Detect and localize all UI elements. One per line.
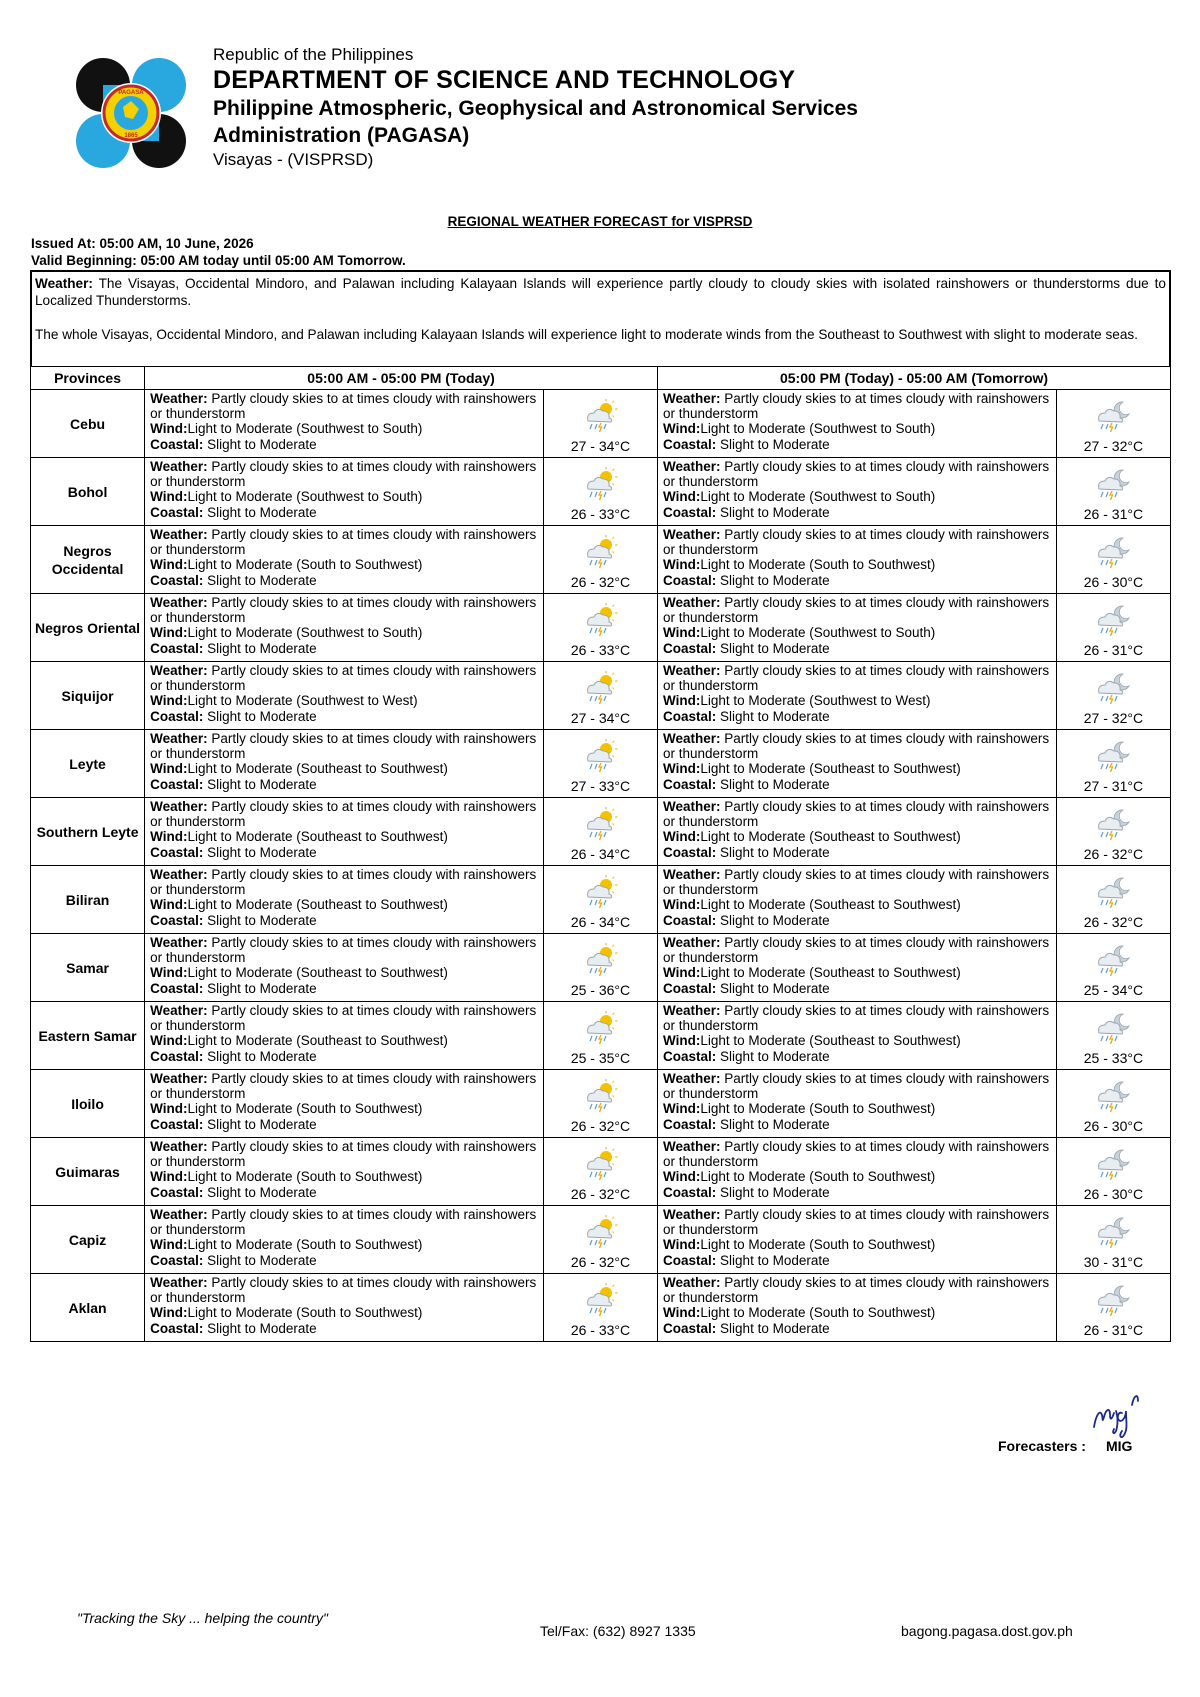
tonight-forecast-text xyxy=(658,866,1057,934)
tonight-temperature: 26 - 30°C xyxy=(1083,1186,1144,1202)
province-name: Biliran xyxy=(31,866,145,934)
wind-line: Wind:Light to Moderate (South to Southwest) xyxy=(150,557,423,573)
division-name: Visayas - (VISPRSD) xyxy=(213,150,374,169)
weather-line: Weather: Partly cloudy skies to at times cloudy with rainshowers or thunderstorm xyxy=(150,1003,537,1034)
weather-line: Weather: Partly cloudy skies to at times cloudy with rainshowers or thunderstorm xyxy=(150,935,537,966)
tonight-temp-cell xyxy=(1056,594,1170,662)
tonight-temp-cell xyxy=(1056,458,1170,526)
wind-line: Wind:Light to Moderate (South to Southwest) xyxy=(663,1305,936,1321)
today-forecast-text xyxy=(145,1138,544,1206)
coastal-line: Coastal: Slight to Moderate xyxy=(663,572,830,588)
table-row xyxy=(31,594,1171,662)
weather-line: Weather: Partly cloudy skies to at times cloudy with rainshowers or thunderstorm xyxy=(663,663,1050,694)
partly-cloudy-rain-thunder-icon xyxy=(580,671,620,705)
coastal-line: Coastal: Slight to Moderate xyxy=(663,1320,830,1336)
issue-info xyxy=(31,235,406,269)
agency-name-line1: Philippine Atmospheric, Geophysical and Astronomical Services xyxy=(213,97,858,120)
tonight-temperature: 27 - 32°C xyxy=(1083,710,1144,726)
province-name: Samar xyxy=(31,934,145,1002)
wind-line: Wind:Light to Moderate (South to Southwest) xyxy=(663,1237,936,1253)
weather-summary-text: Weather: The Visayas, Occidental Mindoro, and Palawan including Kalayaan Islands will experience partly cloudy to cloudy skies with isolated rainshowers or thunderstorms due to Localized Thunderstorms. xyxy=(35,276,1166,308)
coastal-line: Coastal: Slight to Moderate xyxy=(663,436,830,452)
today-forecast-text xyxy=(145,1206,544,1274)
tonight-forecast-text xyxy=(658,390,1057,458)
tonight-temp-cell xyxy=(1056,798,1170,866)
partly-cloudy-rain-thunder-icon xyxy=(580,1079,620,1113)
province-name: Capiz xyxy=(31,1206,145,1274)
wind-line: Wind:Light to Moderate (Southeast to Southwest) xyxy=(663,829,961,845)
table-row xyxy=(31,390,1171,458)
tonight-temp-cell xyxy=(1056,1206,1170,1274)
wind-line: Wind:Light to Moderate (Southwest to South) xyxy=(663,625,936,641)
today-forecast-text xyxy=(145,526,544,594)
table-row xyxy=(31,526,1171,594)
partly-cloudy-rain-thunder-icon xyxy=(580,1283,620,1317)
night-cloudy-rain-thunder-icon xyxy=(1093,467,1133,501)
partly-cloudy-rain-thunder-icon xyxy=(580,875,620,909)
weather-line: Weather: Partly cloudy skies to at times cloudy with rainshowers or thunderstorm xyxy=(663,799,1050,830)
weather-line: Weather: Partly cloudy skies to at times cloudy with rainshowers or thunderstorm xyxy=(663,1003,1050,1034)
coastal-line: Coastal: Slight to Moderate xyxy=(663,1252,830,1268)
partly-cloudy-rain-thunder-icon xyxy=(580,943,620,977)
tonight-temperature: 25 - 33°C xyxy=(1083,1050,1144,1066)
today-temperature: 26 - 32°C xyxy=(570,1186,631,1202)
weather-line: Weather: Partly cloudy skies to at times cloudy with rainshowers or thunderstorm xyxy=(150,527,537,558)
tonight-temperature: 26 - 32°C xyxy=(1083,846,1144,862)
weather-line: Weather: Partly cloudy skies to at times cloudy with rainshowers or thunderstorm xyxy=(150,867,537,898)
province-name: Iloilo xyxy=(31,1070,145,1138)
coastal-line: Coastal: Slight to Moderate xyxy=(150,844,317,860)
svg-text:PAGASA: PAGASA xyxy=(118,90,144,96)
dost-pagasa-logo xyxy=(75,57,187,169)
partly-cloudy-rain-thunder-icon xyxy=(580,1215,620,1249)
today-temperature: 26 - 34°C xyxy=(570,914,631,930)
night-cloudy-rain-thunder-icon xyxy=(1093,671,1133,705)
wind-line: Wind:Light to Moderate (South to Southwest) xyxy=(150,1237,423,1253)
table-row xyxy=(31,934,1171,1002)
tonight-temp-cell xyxy=(1056,1138,1170,1206)
tonight-forecast-text xyxy=(658,730,1057,798)
coastal-line: Coastal: Slight to Moderate xyxy=(663,504,830,520)
coastal-line: Coastal: Slight to Moderate xyxy=(663,640,830,656)
tonight-temp-cell xyxy=(1056,390,1170,458)
today-temperature: 26 - 33°C xyxy=(570,506,631,522)
today-temperature: 26 - 32°C xyxy=(570,574,631,590)
tonight-temp-cell xyxy=(1056,866,1170,934)
wind-line: Wind:Light to Moderate (Southeast to Southwest) xyxy=(150,897,448,913)
tonight-forecast-text xyxy=(658,594,1057,662)
weather-line: Weather: Partly cloudy skies to at times cloudy with rainshowers or thunderstorm xyxy=(663,595,1050,626)
weather-line: Weather: Partly cloudy skies to at times cloudy with rainshowers or thunderstorm xyxy=(663,935,1050,966)
night-cloudy-rain-thunder-icon xyxy=(1093,1147,1133,1181)
coastal-line: Coastal: Slight to Moderate xyxy=(663,1184,830,1200)
wind-line: Wind:Light to Moderate (South to Southwest) xyxy=(663,1101,936,1117)
footer-tagline: "Tracking the Sky ... helping the country" xyxy=(77,1610,328,1626)
table-row xyxy=(31,798,1171,866)
wind-line: Wind:Light to Moderate (Southwest to South) xyxy=(663,489,936,505)
tonight-temperature: 27 - 32°C xyxy=(1083,438,1144,454)
table-row xyxy=(31,1002,1171,1070)
wind-line: Wind:Light to Moderate (Southeast to Southwest) xyxy=(150,829,448,845)
tonight-temp-cell xyxy=(1056,730,1170,798)
today-temperature: 27 - 34°C xyxy=(570,438,631,454)
wind-line: Wind:Light to Moderate (Southeast to Southwest) xyxy=(663,1033,961,1049)
tonight-temp-cell xyxy=(1056,1002,1170,1070)
today-temp-cell xyxy=(543,866,657,934)
wind-line: Wind:Light to Moderate (Southwest to West) xyxy=(150,693,418,709)
night-cloudy-rain-thunder-icon xyxy=(1093,739,1133,773)
department-name: DEPARTMENT OF SCIENCE AND TECHNOLOGY xyxy=(213,66,796,94)
today-temp-cell xyxy=(543,458,657,526)
wind-line: Wind:Light to Moderate (South to Southwest) xyxy=(150,1169,423,1185)
today-forecast-text xyxy=(145,866,544,934)
forecasters-label: Forecasters : xyxy=(998,1438,1086,1454)
province-name: Cebu xyxy=(31,390,145,458)
footer-telephone: Tel/Fax: (632) 8927 1335 xyxy=(540,1623,696,1639)
province-name: Negros Occidental xyxy=(31,526,145,594)
republic-line: Republic of the Philippines xyxy=(213,45,414,64)
today-forecast-text xyxy=(145,458,544,526)
tonight-temperature: 26 - 31°C xyxy=(1083,642,1144,658)
province-name: Leyte xyxy=(31,730,145,798)
wind-line: Wind:Light to Moderate (Southwest to South) xyxy=(150,625,423,641)
today-temperature: 27 - 34°C xyxy=(570,710,631,726)
weather-line: Weather: Partly cloudy skies to at times cloudy with rainshowers or thunderstorm xyxy=(150,1139,537,1170)
coastal-line: Coastal: Slight to Moderate xyxy=(663,708,830,724)
tonight-forecast-text xyxy=(658,1138,1057,1206)
tonight-temp-cell xyxy=(1056,1070,1170,1138)
wind-line: Wind:Light to Moderate (Southwest to South) xyxy=(663,421,936,437)
weather-line: Weather: Partly cloudy skies to at times cloudy with rainshowers or thunderstorm xyxy=(663,1207,1050,1238)
table-row xyxy=(31,1206,1171,1274)
weather-line: Weather: Partly cloudy skies to at times cloudy with rainshowers or thunderstorm xyxy=(663,391,1050,422)
today-temp-cell xyxy=(543,1070,657,1138)
tonight-forecast-text xyxy=(658,662,1057,730)
weather-line: Weather: Partly cloudy skies to at times cloudy with rainshowers or thunderstorm xyxy=(663,867,1050,898)
coastal-line: Coastal: Slight to Moderate xyxy=(150,912,317,928)
table-row xyxy=(31,1070,1171,1138)
tonight-temperature: 26 - 31°C xyxy=(1083,1322,1144,1338)
wind-summary-text: The whole Visayas, Occidental Mindoro, and Palawan including Kalayaan Islands will experience light to moderate winds from the Southeast to Southwest with slight to moderate seas. xyxy=(35,327,1138,342)
document-title: REGIONAL WEATHER FORECAST for VISPRSD xyxy=(447,214,753,229)
wind-line: Wind:Light to Moderate (South to Southwest) xyxy=(150,1305,423,1321)
today-forecast-text xyxy=(145,1002,544,1070)
wind-line: Wind:Light to Moderate (Southeast to Southwest) xyxy=(150,965,448,981)
coastal-line: Coastal: Slight to Moderate xyxy=(663,776,830,792)
forecast-table xyxy=(30,366,1171,1342)
today-forecast-text xyxy=(145,730,544,798)
tonight-temperature: 27 - 31°C xyxy=(1083,778,1144,794)
tonight-temperature: 26 - 30°C xyxy=(1083,574,1144,590)
today-forecast-text xyxy=(145,390,544,458)
tonight-temp-cell xyxy=(1056,526,1170,594)
partly-cloudy-rain-thunder-icon xyxy=(580,807,620,841)
province-name: Eastern Samar xyxy=(31,1002,145,1070)
valid-period: Valid Beginning: 05:00 AM today until 05:00 AM Tomorrow. xyxy=(31,253,406,268)
coastal-line: Coastal: Slight to Moderate xyxy=(663,1116,830,1132)
weather-line: Weather: Partly cloudy skies to at times cloudy with rainshowers or thunderstorm xyxy=(150,663,537,694)
coastal-line: Coastal: Slight to Moderate xyxy=(150,640,317,656)
forecasters xyxy=(998,1438,1132,1454)
tonight-temp-cell xyxy=(1056,1274,1170,1342)
night-cloudy-rain-thunder-icon xyxy=(1093,1079,1133,1113)
coastal-line: Coastal: Slight to Moderate xyxy=(663,980,830,996)
wind-line: Wind:Light to Moderate (Southwest to West) xyxy=(663,693,931,709)
tonight-temp-cell xyxy=(1056,662,1170,730)
coastal-line: Coastal: Slight to Moderate xyxy=(663,912,830,928)
province-name: Siquijor xyxy=(31,662,145,730)
today-temperature: 27 - 33°C xyxy=(570,778,631,794)
today-temperature: 26 - 32°C xyxy=(570,1254,631,1270)
weather-line: Weather: Partly cloudy skies to at times cloudy with rainshowers or thunderstorm xyxy=(663,1275,1050,1306)
svg-text:1865: 1865 xyxy=(124,133,138,139)
province-name: Aklan xyxy=(31,1274,145,1342)
table-row xyxy=(31,866,1171,934)
tonight-forecast-text xyxy=(658,458,1057,526)
tonight-forecast-text xyxy=(658,1070,1057,1138)
partly-cloudy-rain-thunder-icon xyxy=(580,535,620,569)
today-forecast-text xyxy=(145,1274,544,1342)
weather-line: Weather: Partly cloudy skies to at times cloudy with rainshowers or thunderstorm xyxy=(150,391,537,422)
today-temp-cell xyxy=(543,934,657,1002)
night-cloudy-rain-thunder-icon xyxy=(1093,399,1133,433)
province-name: Negros Oriental xyxy=(31,594,145,662)
table-row xyxy=(31,1274,1171,1342)
coastal-line: Coastal: Slight to Moderate xyxy=(150,1116,317,1132)
wind-line: Wind:Light to Moderate (South to Southwest) xyxy=(663,557,936,573)
forecaster-signature xyxy=(1088,1385,1148,1440)
weather-line: Weather: Partly cloudy skies to at times cloudy with rainshowers or thunderstorm xyxy=(150,1275,537,1306)
weather-line: Weather: Partly cloudy skies to at times cloudy with rainshowers or thunderstorm xyxy=(663,1071,1050,1102)
weather-line: Weather: Partly cloudy skies to at times cloudy with rainshowers or thunderstorm xyxy=(663,527,1050,558)
wind-line: Wind:Light to Moderate (Southeast to Southwest) xyxy=(150,761,448,777)
wind-line: Wind:Light to Moderate (Southwest to South) xyxy=(150,421,423,437)
coastal-line: Coastal: Slight to Moderate xyxy=(150,1184,317,1200)
tonight-temperature: 26 - 32°C xyxy=(1083,914,1144,930)
table-row xyxy=(31,662,1171,730)
wind-line: Wind:Light to Moderate (Southeast to Southwest) xyxy=(663,761,961,777)
coastal-line: Coastal: Slight to Moderate xyxy=(150,504,317,520)
tonight-header: 05:00 PM (Today) - 05:00 AM (Tomorrow) xyxy=(658,367,1171,390)
tonight-forecast-text xyxy=(658,1002,1057,1070)
tonight-forecast-text xyxy=(658,1206,1057,1274)
wind-line: Wind:Light to Moderate (Southwest to South) xyxy=(150,489,423,505)
weather-line: Weather: Partly cloudy skies to at times cloudy with rainshowers or thunderstorm xyxy=(150,595,537,626)
table-row xyxy=(31,730,1171,798)
province-name: Guimaras xyxy=(31,1138,145,1206)
wind-line: Wind:Light to Moderate (Southeast to Southwest) xyxy=(663,965,961,981)
letterhead xyxy=(75,45,1075,185)
weather-line: Weather: Partly cloudy skies to at times cloudy with rainshowers or thunderstorm xyxy=(150,731,537,762)
today-forecast-text xyxy=(145,594,544,662)
weather-line: Weather: Partly cloudy skies to at times cloudy with rainshowers or thunderstorm xyxy=(150,799,537,830)
tonight-forecast-text xyxy=(658,934,1057,1002)
coastal-line: Coastal: Slight to Moderate xyxy=(150,980,317,996)
weather-summary xyxy=(30,270,1171,366)
coastal-line: Coastal: Slight to Moderate xyxy=(150,776,317,792)
today-temperature: 26 - 34°C xyxy=(570,846,631,862)
today-forecast-text xyxy=(145,934,544,1002)
tonight-temperature: 26 - 30°C xyxy=(1083,1118,1144,1134)
today-temp-cell xyxy=(543,1274,657,1342)
weather-line: Weather: Partly cloudy skies to at times cloudy with rainshowers or thunderstorm xyxy=(150,459,537,490)
today-temp-cell xyxy=(543,594,657,662)
tonight-forecast-text xyxy=(658,1274,1057,1342)
province-name: Southern Leyte xyxy=(31,798,145,866)
night-cloudy-rain-thunder-icon xyxy=(1093,1011,1133,1045)
forecaster-name: MIG xyxy=(1105,1438,1133,1454)
today-temperature: 25 - 35°C xyxy=(570,1050,631,1066)
today-temperature: 26 - 33°C xyxy=(570,642,631,658)
table-header-row xyxy=(31,367,1171,390)
wind-line: Wind:Light to Moderate (South to Southwest) xyxy=(150,1101,423,1117)
partly-cloudy-rain-thunder-icon xyxy=(580,739,620,773)
coastal-line: Coastal: Slight to Moderate xyxy=(663,844,830,860)
today-forecast-text xyxy=(145,1070,544,1138)
coastal-line: Coastal: Slight to Moderate xyxy=(150,572,317,588)
tonight-forecast-text xyxy=(658,798,1057,866)
night-cloudy-rain-thunder-icon xyxy=(1093,875,1133,909)
coastal-line: Coastal: Slight to Moderate xyxy=(150,1320,317,1336)
today-temperature: 25 - 36°C xyxy=(570,982,631,998)
wind-line: Wind:Light to Moderate (South to Southwest) xyxy=(663,1169,936,1185)
weather-line: Weather: Partly cloudy skies to at times cloudy with rainshowers or thunderstorm xyxy=(663,731,1050,762)
partly-cloudy-rain-thunder-icon xyxy=(580,467,620,501)
tonight-temperature: 25 - 34°C xyxy=(1083,982,1144,998)
night-cloudy-rain-thunder-icon xyxy=(1093,943,1133,977)
today-temp-cell xyxy=(543,798,657,866)
night-cloudy-rain-thunder-icon xyxy=(1093,1215,1133,1249)
night-cloudy-rain-thunder-icon xyxy=(1093,535,1133,569)
agency-name-line2: Administration (PAGASA) xyxy=(213,124,470,147)
today-temp-cell xyxy=(543,730,657,798)
weather-line: Weather: Partly cloudy skies to at times cloudy with rainshowers or thunderstorm xyxy=(150,1207,537,1238)
weather-line: Weather: Partly cloudy skies to at times cloudy with rainshowers or thunderstorm xyxy=(663,459,1050,490)
today-temp-cell xyxy=(543,662,657,730)
tonight-temperature: 26 - 31°C xyxy=(1083,506,1144,522)
coastal-line: Coastal: Slight to Moderate xyxy=(150,436,317,452)
partly-cloudy-rain-thunder-icon xyxy=(580,1147,620,1181)
night-cloudy-rain-thunder-icon xyxy=(1093,603,1133,637)
today-forecast-text xyxy=(145,798,544,866)
weather-line: Weather: Partly cloudy skies to at times cloudy with rainshowers or thunderstorm xyxy=(150,1071,537,1102)
today-temp-cell xyxy=(543,526,657,594)
wind-line: Wind:Light to Moderate (Southeast to Southwest) xyxy=(150,1033,448,1049)
provinces-header: Provinces xyxy=(31,367,145,390)
tonight-temperature: 30 - 31°C xyxy=(1083,1254,1144,1270)
today-temp-cell xyxy=(543,390,657,458)
table-row xyxy=(31,1138,1171,1206)
tonight-forecast-text xyxy=(658,526,1057,594)
night-cloudy-rain-thunder-icon xyxy=(1093,1283,1133,1317)
wind-line: Wind:Light to Moderate (Southeast to Southwest) xyxy=(663,897,961,913)
today-forecast-text xyxy=(145,662,544,730)
today-temp-cell xyxy=(543,1206,657,1274)
partly-cloudy-rain-thunder-icon xyxy=(580,603,620,637)
coastal-line: Coastal: Slight to Moderate xyxy=(150,708,317,724)
tonight-temp-cell xyxy=(1056,934,1170,1002)
province-name: Bohol xyxy=(31,458,145,526)
footer-website: bagong.pagasa.dost.gov.ph xyxy=(901,1623,1073,1639)
today-temp-cell xyxy=(543,1138,657,1206)
weather-line: Weather: Partly cloudy skies to at times cloudy with rainshowers or thunderstorm xyxy=(663,1139,1050,1170)
night-cloudy-rain-thunder-icon xyxy=(1093,807,1133,841)
coastal-line: Coastal: Slight to Moderate xyxy=(663,1048,830,1064)
today-temp-cell xyxy=(543,1002,657,1070)
coastal-line: Coastal: Slight to Moderate xyxy=(150,1252,317,1268)
partly-cloudy-rain-thunder-icon xyxy=(580,1011,620,1045)
issued-at: Issued At: 05:00 AM, 10 June, 2026 xyxy=(31,236,254,251)
coastal-line: Coastal: Slight to Moderate xyxy=(150,1048,317,1064)
partly-cloudy-rain-thunder-icon xyxy=(580,399,620,433)
table-row xyxy=(31,458,1171,526)
today-temperature: 26 - 32°C xyxy=(570,1118,631,1134)
today-temperature: 26 - 33°C xyxy=(570,1322,631,1338)
today-header: 05:00 AM - 05:00 PM (Today) xyxy=(145,367,658,390)
